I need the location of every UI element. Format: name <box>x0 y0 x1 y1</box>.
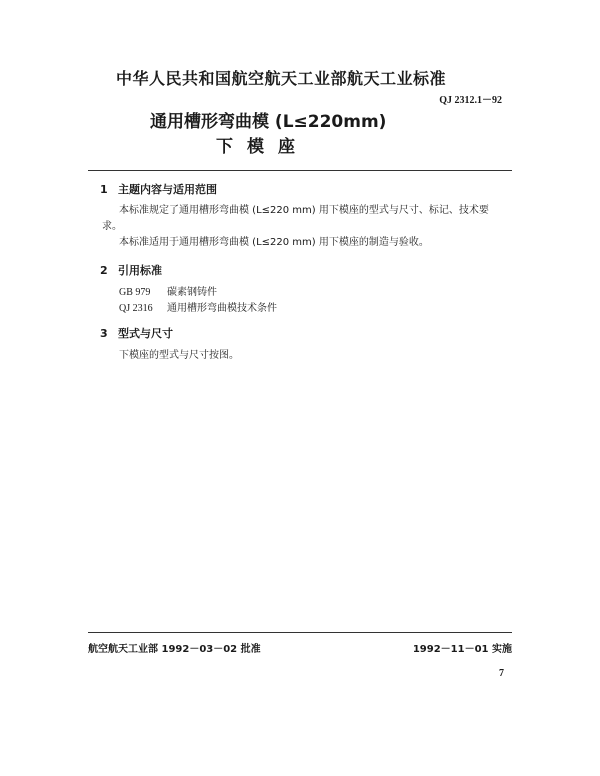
section-2-heading <box>100 262 162 278</box>
section-3-paragraph: 下模座的型式与尺寸按图。 <box>119 350 239 361</box>
footer-rule <box>88 632 512 633</box>
reference-item <box>119 299 277 314</box>
page-number: 7 <box>499 668 504 679</box>
reference-item <box>119 283 217 298</box>
section-number: 2 <box>100 264 108 277</box>
section-1-paragraph-continuation: 求。 <box>102 221 122 232</box>
issuing-organization: 中华人民共和国航空航天工业部航天工业标准 <box>116 69 447 88</box>
section-number: 3 <box>100 327 108 340</box>
document-title: 通用槽形弯曲模 (L≤220mm) <box>150 112 387 132</box>
section-number: 1 <box>100 183 108 196</box>
reference-code: QJ 2316 <box>119 303 153 314</box>
standard-code: QJ 2312.1－92 <box>439 95 502 106</box>
header-rule <box>88 170 512 171</box>
approval-date: 航空航天工业部 1992－03－02 批准 <box>88 644 261 655</box>
section-3-heading <box>100 325 173 341</box>
implementation-date: 1992－11－01 实施 <box>412 644 512 655</box>
reference-name: 通用槽形弯曲模技术条件 <box>167 303 277 314</box>
section-1-paragraph: 本标准规定了通用槽形弯曲模 (L≤220 mm) 用下模座的型式与尺寸、标记、技术要 <box>119 205 489 216</box>
document-subtitle: 下模座 <box>216 137 309 157</box>
section-title: 主题内容与适用范围 <box>118 183 217 196</box>
reference-name: 碳素钢铸件 <box>167 287 217 298</box>
section-1-heading <box>100 181 217 197</box>
section-1-paragraph: 本标准适用于通用槽形弯曲模 (L≤220 mm) 用下模座的制造与验收。 <box>119 237 429 248</box>
section-title: 型式与尺寸 <box>118 327 173 340</box>
reference-code: GB 979 <box>119 287 151 298</box>
section-title: 引用标准 <box>118 264 162 277</box>
